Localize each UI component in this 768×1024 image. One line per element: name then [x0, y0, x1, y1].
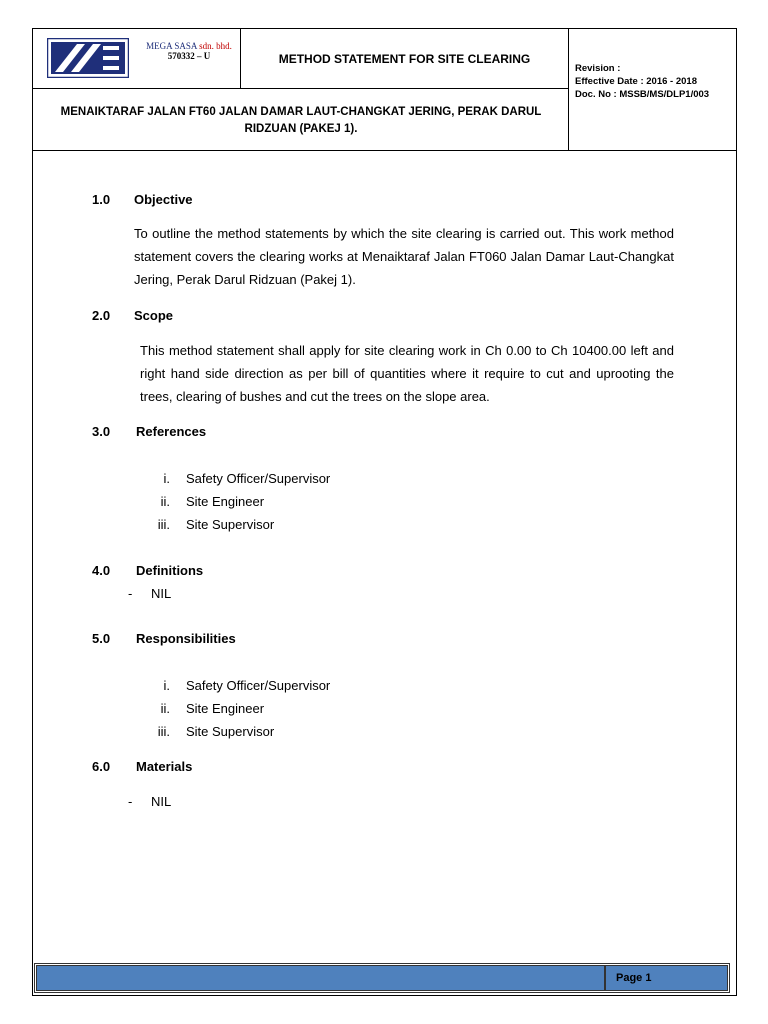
list-item: [142, 471, 330, 486]
header-divider: [32, 150, 737, 151]
company-suffix: sdn. bhd.: [199, 41, 232, 51]
section-heading: [92, 192, 193, 207]
list-text: NIL: [151, 586, 172, 601]
list-text: Site Supervisor: [186, 724, 275, 739]
list-item: [142, 494, 264, 509]
list-numeral: iii.: [157, 517, 170, 532]
section-title: Definitions: [136, 563, 204, 578]
doc-number: Doc. No : MSSB/MS/DLP1/003: [575, 89, 710, 100]
project-title: MENAIKTARAF JALAN FT60 JALAN DAMAR LAUT-CHANGKAT JERING, PERAK DARUL RIDZUAN (PAKEJ 1).: [60, 106, 542, 135]
list-item: [142, 724, 274, 739]
list-text: Site Engineer: [186, 494, 265, 509]
company-logo: [47, 38, 129, 78]
list-item: [142, 678, 330, 693]
list-text: Site Supervisor: [186, 517, 275, 532]
section-heading: [92, 424, 206, 439]
footer-bar: [36, 965, 605, 991]
revision: Revision :: [575, 63, 621, 74]
section-title: Scope: [134, 308, 174, 323]
section-title: Responsibilities: [136, 631, 236, 646]
effective-date: Effective Date : 2016 - 2018: [575, 76, 697, 87]
section-number: 1.0: [92, 192, 111, 207]
section-number: 6.0: [92, 759, 111, 774]
section-number: 5.0: [92, 631, 111, 646]
objective-text: To outline the method statements by which the site clearing is carried out. This work method statement covers the clearing works at Menaiktaraf Jalan FT060 Jalan Damar Laut-Changkat Jering, Perak Darul Ridzuan (Pakej 1).: [134, 226, 674, 287]
section-heading: [92, 563, 203, 578]
list-text: Safety Officer/Supervisor: [186, 678, 331, 693]
list-item: [128, 794, 171, 809]
section-number: 2.0: [92, 308, 111, 323]
page-frame: [32, 28, 737, 996]
list-numeral: i.: [163, 678, 170, 693]
list-item: [142, 517, 274, 532]
list-item: [142, 701, 264, 716]
company-name: MEGA SASA: [146, 41, 197, 51]
list-numeral: ii.: [160, 494, 170, 509]
section-heading: [92, 759, 192, 774]
company-reg: 570332 – U: [167, 51, 211, 61]
list-item: [128, 586, 171, 601]
section-number: 3.0: [92, 424, 111, 439]
list-text: NIL: [151, 794, 172, 809]
header-divider: [32, 88, 569, 89]
section-title: Materials: [136, 759, 193, 774]
list-text: Site Engineer: [186, 701, 265, 716]
dash-bullet: -: [128, 586, 133, 601]
header-divider: [568, 28, 569, 150]
scope-text: This method statement shall apply for site clearing work in Ch 0.00 to Ch 10400.00 left and right hand side direction as per bill of quantities where it require to cut and uprooting the trees, clearing of bushes and cut the trees on the slope area.: [140, 343, 674, 404]
document-meta: [575, 62, 709, 101]
section-heading: [92, 308, 173, 323]
section-heading: [92, 631, 236, 646]
company-name-block: [137, 41, 241, 61]
dash-bullet: -: [128, 794, 133, 809]
document-title: METHOD STATEMENT FOR SITE CLEARING: [278, 52, 531, 66]
list-numeral: iii.: [157, 724, 170, 739]
section-title: Objective: [134, 192, 193, 207]
list-numeral: ii.: [160, 701, 170, 716]
section-title: References: [136, 424, 207, 439]
list-text: Safety Officer/Supervisor: [186, 471, 331, 486]
list-numeral: i.: [163, 471, 170, 486]
page-number: Page 1: [605, 965, 728, 991]
section-number: 4.0: [92, 563, 111, 578]
